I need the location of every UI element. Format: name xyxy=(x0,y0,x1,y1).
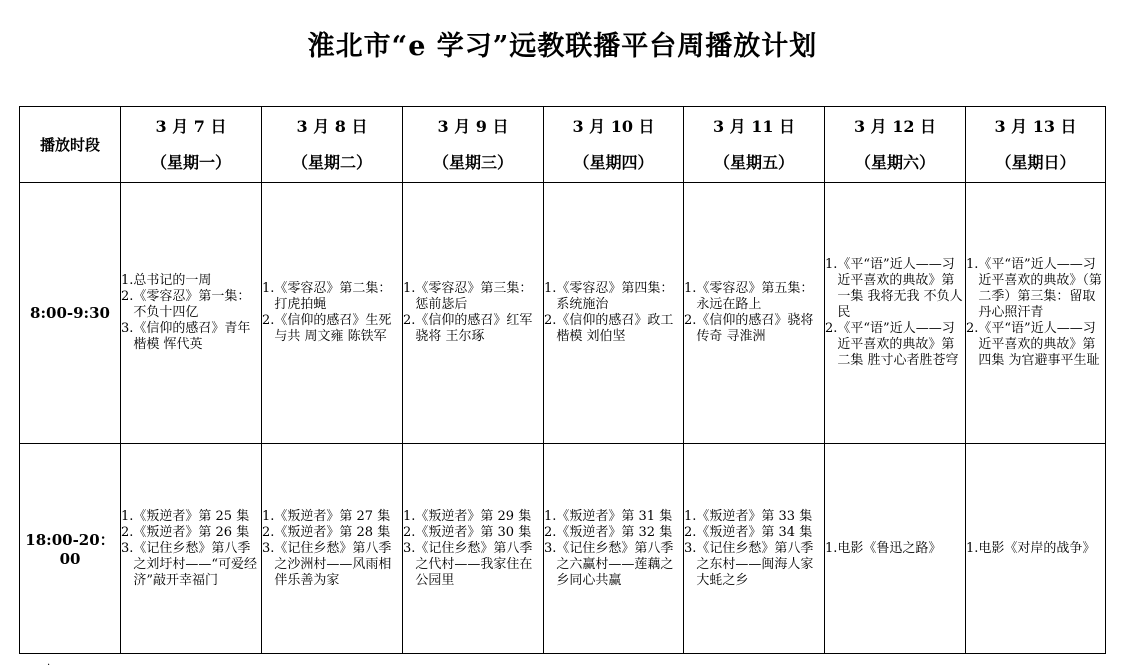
program-title: 《叛逆者》第 31 集 xyxy=(556,508,673,524)
program-number: 2. xyxy=(544,313,557,328)
program-title: 《记住乡愁》第八季之刘圩村——“可爱经济”敲开幸福门 xyxy=(133,540,258,588)
day-header-sun xyxy=(966,107,1106,183)
day-weekday: （星期四） xyxy=(573,152,654,172)
header-row xyxy=(20,107,1106,183)
program-number: 3. xyxy=(121,540,134,556)
day-date: 3 月 13 日 xyxy=(994,116,1077,136)
program-item xyxy=(684,313,824,345)
program-number: 1. xyxy=(262,281,275,296)
program-cell xyxy=(403,444,544,654)
program-item xyxy=(403,541,543,589)
program-item xyxy=(262,525,402,541)
program-title: 电影《鲁迅之路》 xyxy=(837,540,942,556)
program-cell xyxy=(262,183,403,444)
program-number: 2. xyxy=(121,289,134,304)
day-header-tue xyxy=(262,107,403,183)
program-title: 《叛逆者》第 32 集 xyxy=(556,524,673,540)
program-cell xyxy=(121,444,262,654)
program-title: 《平“语”近人——习近平喜欢的典故》（第二季）第三集：留取丹心照汗青 xyxy=(978,257,1102,320)
program-number: 2. xyxy=(262,524,275,540)
program-item xyxy=(544,313,683,345)
program-number: 3. xyxy=(544,540,557,556)
program-cell xyxy=(403,183,544,444)
program-item xyxy=(403,509,543,525)
program-item xyxy=(825,541,965,557)
program-item xyxy=(262,509,402,525)
program-item xyxy=(121,321,261,353)
program-item xyxy=(684,281,824,313)
program-number: 2. xyxy=(825,321,838,336)
program-title: 《零容忍》第二集：打虎拍蝇 xyxy=(274,281,392,312)
program-cell xyxy=(966,183,1106,444)
program-title: 《零容忍》第五集：永远在路上 xyxy=(696,281,814,312)
program-title: 《叛逆者》第 25 集 xyxy=(133,508,250,524)
program-number: 1. xyxy=(544,508,557,524)
day-weekday: （星期三） xyxy=(432,152,513,172)
program-cell xyxy=(966,444,1106,654)
program-item xyxy=(544,509,683,525)
program-number: 1. xyxy=(403,281,416,296)
program-item xyxy=(966,257,1105,321)
program-item xyxy=(121,273,261,289)
schedule-table xyxy=(19,106,1106,654)
program-number: 1. xyxy=(262,508,275,524)
program-number: 3. xyxy=(121,321,134,336)
program-item xyxy=(825,257,965,321)
day-header-thu xyxy=(544,107,684,183)
evening-row xyxy=(20,444,1106,654)
program-title: 《零容忍》第四集：系统施治 xyxy=(556,281,674,312)
program-title: 《叛逆者》第 34 集 xyxy=(696,524,813,540)
time-slot-evening: 18:00-20：00 xyxy=(20,444,121,654)
program-title: 《叛逆者》第 30 集 xyxy=(415,524,532,540)
program-cell xyxy=(684,444,825,654)
program-title: 《叛逆者》第 29 集 xyxy=(415,508,532,524)
day-date: 3 月 7 日 xyxy=(155,116,227,136)
program-title: 《叛逆者》第 27 集 xyxy=(274,508,391,524)
program-title: 《叛逆者》第 33 集 xyxy=(696,508,813,524)
program-cell xyxy=(544,183,684,444)
day-weekday: （星期日） xyxy=(995,152,1076,172)
program-item xyxy=(403,525,543,541)
program-item xyxy=(121,541,261,589)
program-title: 《记住乡愁》第八季之沙洲村——风雨相伴乐善为家 xyxy=(274,540,392,588)
program-number: 3. xyxy=(262,540,275,556)
day-weekday: （星期五） xyxy=(713,152,794,172)
program-title: 《叛逆者》第 28 集 xyxy=(274,524,391,540)
program-number: 2. xyxy=(121,524,134,540)
program-title: 《信仰的感召》骁将传奇 寻淮洲 xyxy=(696,313,814,344)
program-number: 1. xyxy=(825,540,838,556)
program-number: 2. xyxy=(262,313,275,328)
program-item xyxy=(684,525,824,541)
program-item xyxy=(262,281,402,313)
morning-row xyxy=(20,183,1106,444)
program-cell xyxy=(121,183,262,444)
day-weekday: （星期六） xyxy=(854,152,935,172)
program-cell xyxy=(825,444,966,654)
program-title: 《信仰的感召》红军骁将 王尔琢 xyxy=(415,313,533,344)
time-slot-morning: 8:00-9:30 xyxy=(20,183,121,444)
program-item xyxy=(966,541,1105,557)
program-item xyxy=(544,541,683,589)
program-item xyxy=(684,541,824,589)
day-header-sat xyxy=(825,107,966,183)
program-number: 1. xyxy=(684,281,697,296)
program-number: 3. xyxy=(684,540,697,556)
program-item xyxy=(262,313,402,345)
day-header-mon xyxy=(121,107,262,183)
program-number: 2. xyxy=(966,321,979,336)
program-item xyxy=(262,541,402,589)
page-title: 淮北市“e 学习”远教联播平台周播放计划 xyxy=(307,31,818,62)
program-cell xyxy=(262,444,403,654)
program-number: 2. xyxy=(544,524,557,540)
program-item xyxy=(403,313,543,345)
program-item xyxy=(966,321,1105,369)
program-number: 1. xyxy=(121,508,134,524)
day-date: 3 月 11 日 xyxy=(712,116,796,136)
program-item xyxy=(403,281,543,313)
program-title: 电影《对岸的战争》 xyxy=(978,540,1096,556)
program-number: 2. xyxy=(403,313,416,328)
program-title: 《平“语”近人——习近平喜欢的典故》第一集 我将无我 不负人民 xyxy=(837,257,963,320)
program-title: 《记住乡愁》第八季之东村——闽海人家 大蚝之乡 xyxy=(696,540,814,588)
program-number: 1. xyxy=(966,540,979,556)
program-title: 《信仰的感召》政工楷模 刘伯坚 xyxy=(556,313,674,344)
program-cell xyxy=(825,183,966,444)
footer-mark: . xyxy=(47,657,51,668)
program-item xyxy=(121,289,261,321)
program-cell xyxy=(684,183,825,444)
program-title: 《记住乡愁》第八季之六赢村——莲藕之乡同心共赢 xyxy=(556,540,674,588)
day-weekday: （星期二） xyxy=(291,152,372,172)
program-number: 1. xyxy=(825,257,838,272)
program-number: 2. xyxy=(684,313,697,328)
program-title: 《零容忍》第一集：不负十四亿 xyxy=(133,289,251,320)
program-number: 1. xyxy=(121,273,134,288)
day-weekday: （星期一） xyxy=(150,152,231,172)
day-date: 3 月 12 日 xyxy=(853,116,937,136)
program-number: 1. xyxy=(403,508,416,524)
program-title: 《平“语”近人——习近平喜欢的典故》第二集 胜寸心者胜苍穹 xyxy=(837,321,959,368)
program-title: 总书记的一周 xyxy=(133,273,212,288)
day-date: 3 月 9 日 xyxy=(437,116,509,136)
program-item xyxy=(121,525,261,541)
program-item xyxy=(121,509,261,525)
day-date: 3 月 10 日 xyxy=(572,116,655,136)
day-header-wed xyxy=(403,107,544,183)
program-number: 2. xyxy=(403,524,416,540)
program-cell xyxy=(544,444,684,654)
program-title: 《叛逆者》第 26 集 xyxy=(133,524,250,540)
day-date: 3 月 8 日 xyxy=(296,116,368,136)
program-number: 2. xyxy=(684,524,697,540)
program-item xyxy=(544,525,683,541)
program-number: 1. xyxy=(966,257,979,272)
program-item xyxy=(825,321,965,369)
time-slot-header: 播放时段 xyxy=(20,107,121,183)
program-number: 1. xyxy=(544,281,557,296)
program-title: 《信仰的感召》青年楷模 恽代英 xyxy=(133,321,251,352)
program-number: 1. xyxy=(684,508,697,524)
program-title: 《零容忍》第三集：惩前毖后 xyxy=(415,281,533,312)
program-title: 《信仰的感召》生死与共 周文雍 陈铁军 xyxy=(274,313,392,344)
program-number: 3. xyxy=(403,540,416,556)
program-title: 《平“语”近人——习近平喜欢的典故》第四集 为官避事平生耻 xyxy=(978,321,1100,368)
day-header-fri xyxy=(684,107,825,183)
program-item xyxy=(684,509,824,525)
program-title: 《记住乡愁》第八季之代村——我家住在公园里 xyxy=(415,540,533,588)
program-item xyxy=(544,281,683,313)
